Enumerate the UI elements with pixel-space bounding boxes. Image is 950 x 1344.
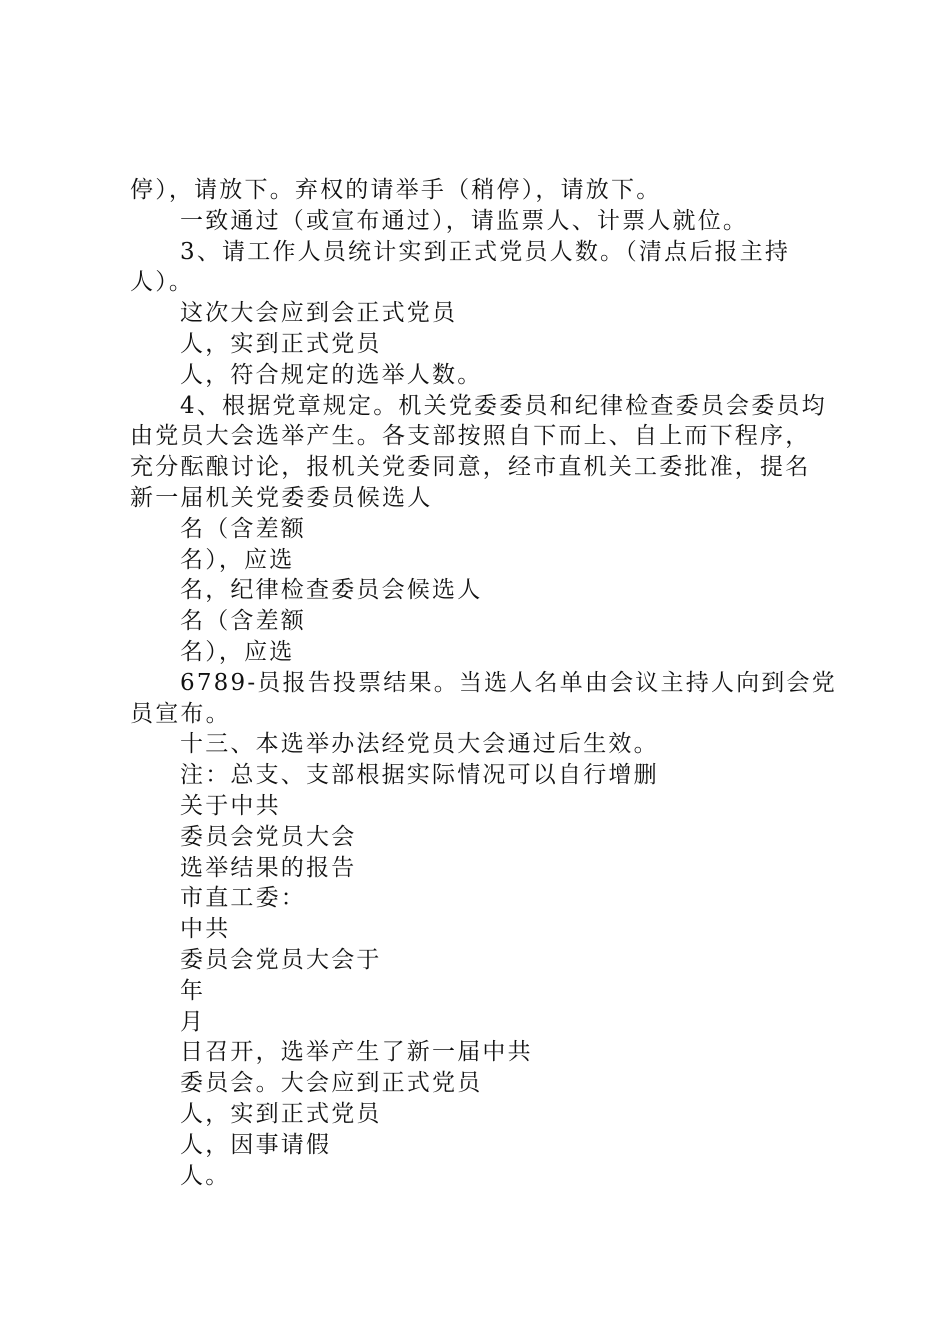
text-line: 人）。 (130, 269, 195, 296)
text-line: 名，纪律检查委员会候选人 (180, 577, 483, 604)
text-line: 停），请放下。弃权的请举手（稍停），请放下。 (130, 177, 662, 203)
text-line: 人，因事请假 (180, 1131, 332, 1158)
text-line: 委员会。大会应到正式党员 (180, 1070, 483, 1097)
text-line: 名），应选 (180, 546, 295, 573)
text-line: 新一届机关党委委员候选人 (130, 484, 433, 511)
text-line: 4、根据党章规定。机关党委委员和纪律检查委员会委员均 (180, 392, 827, 419)
text-line: 一致通过（或宣布通过），请监票人、计票人就位。 (180, 207, 749, 234)
text-line: 年 (180, 977, 206, 1004)
report-title-line: 选举结果的报告 (180, 854, 357, 881)
text-line: 十三、本选举办法经党员大会通过后生效。 (180, 731, 659, 758)
text-line: 员宣布。 (130, 700, 231, 727)
document-body (130, 175, 837, 1191)
text-line: 名（含差额 (180, 515, 306, 542)
text-line: 这次大会应到会正式党员 (180, 300, 458, 327)
text-line: 人，实到正式党员 (180, 330, 382, 357)
text-line: 由党员大会选举产生。各支部按照自下而上、自上而下程序， (130, 423, 811, 450)
text-line: 充分酝酿讨论，报机关党委同意，经市直机关工委批准，提名 (130, 454, 811, 481)
text-line: 人，符合规定的选举人数。 (180, 361, 483, 388)
report-title-line: 委员会党员大会 (180, 823, 357, 850)
report-title-line: 关于中共 (180, 792, 281, 819)
text-line: 中共 (180, 916, 231, 943)
text-line: 月 (180, 1008, 206, 1035)
text-line: 名），应选 (180, 638, 295, 665)
text-line: 人，实到正式党员 (180, 1100, 382, 1127)
text-line: 注：总支、支部根据实际情况可以自行增删 (180, 762, 659, 789)
salutation-line: 市直工委： (180, 885, 306, 912)
text-line: 日召开，选举产生了新一届中共 (180, 1039, 533, 1066)
text-line: 人。 (180, 1162, 231, 1189)
text-line: 6789-员报告投票结果。当选人名单由会议主持人向到会党 (180, 669, 837, 696)
text-line: 名（含差额 (180, 608, 306, 635)
text-line: 委员会党员大会于 (180, 946, 382, 973)
text-line: 3、请工作人员统计实到正式党员人数。（清点后报主持 (180, 238, 791, 265)
